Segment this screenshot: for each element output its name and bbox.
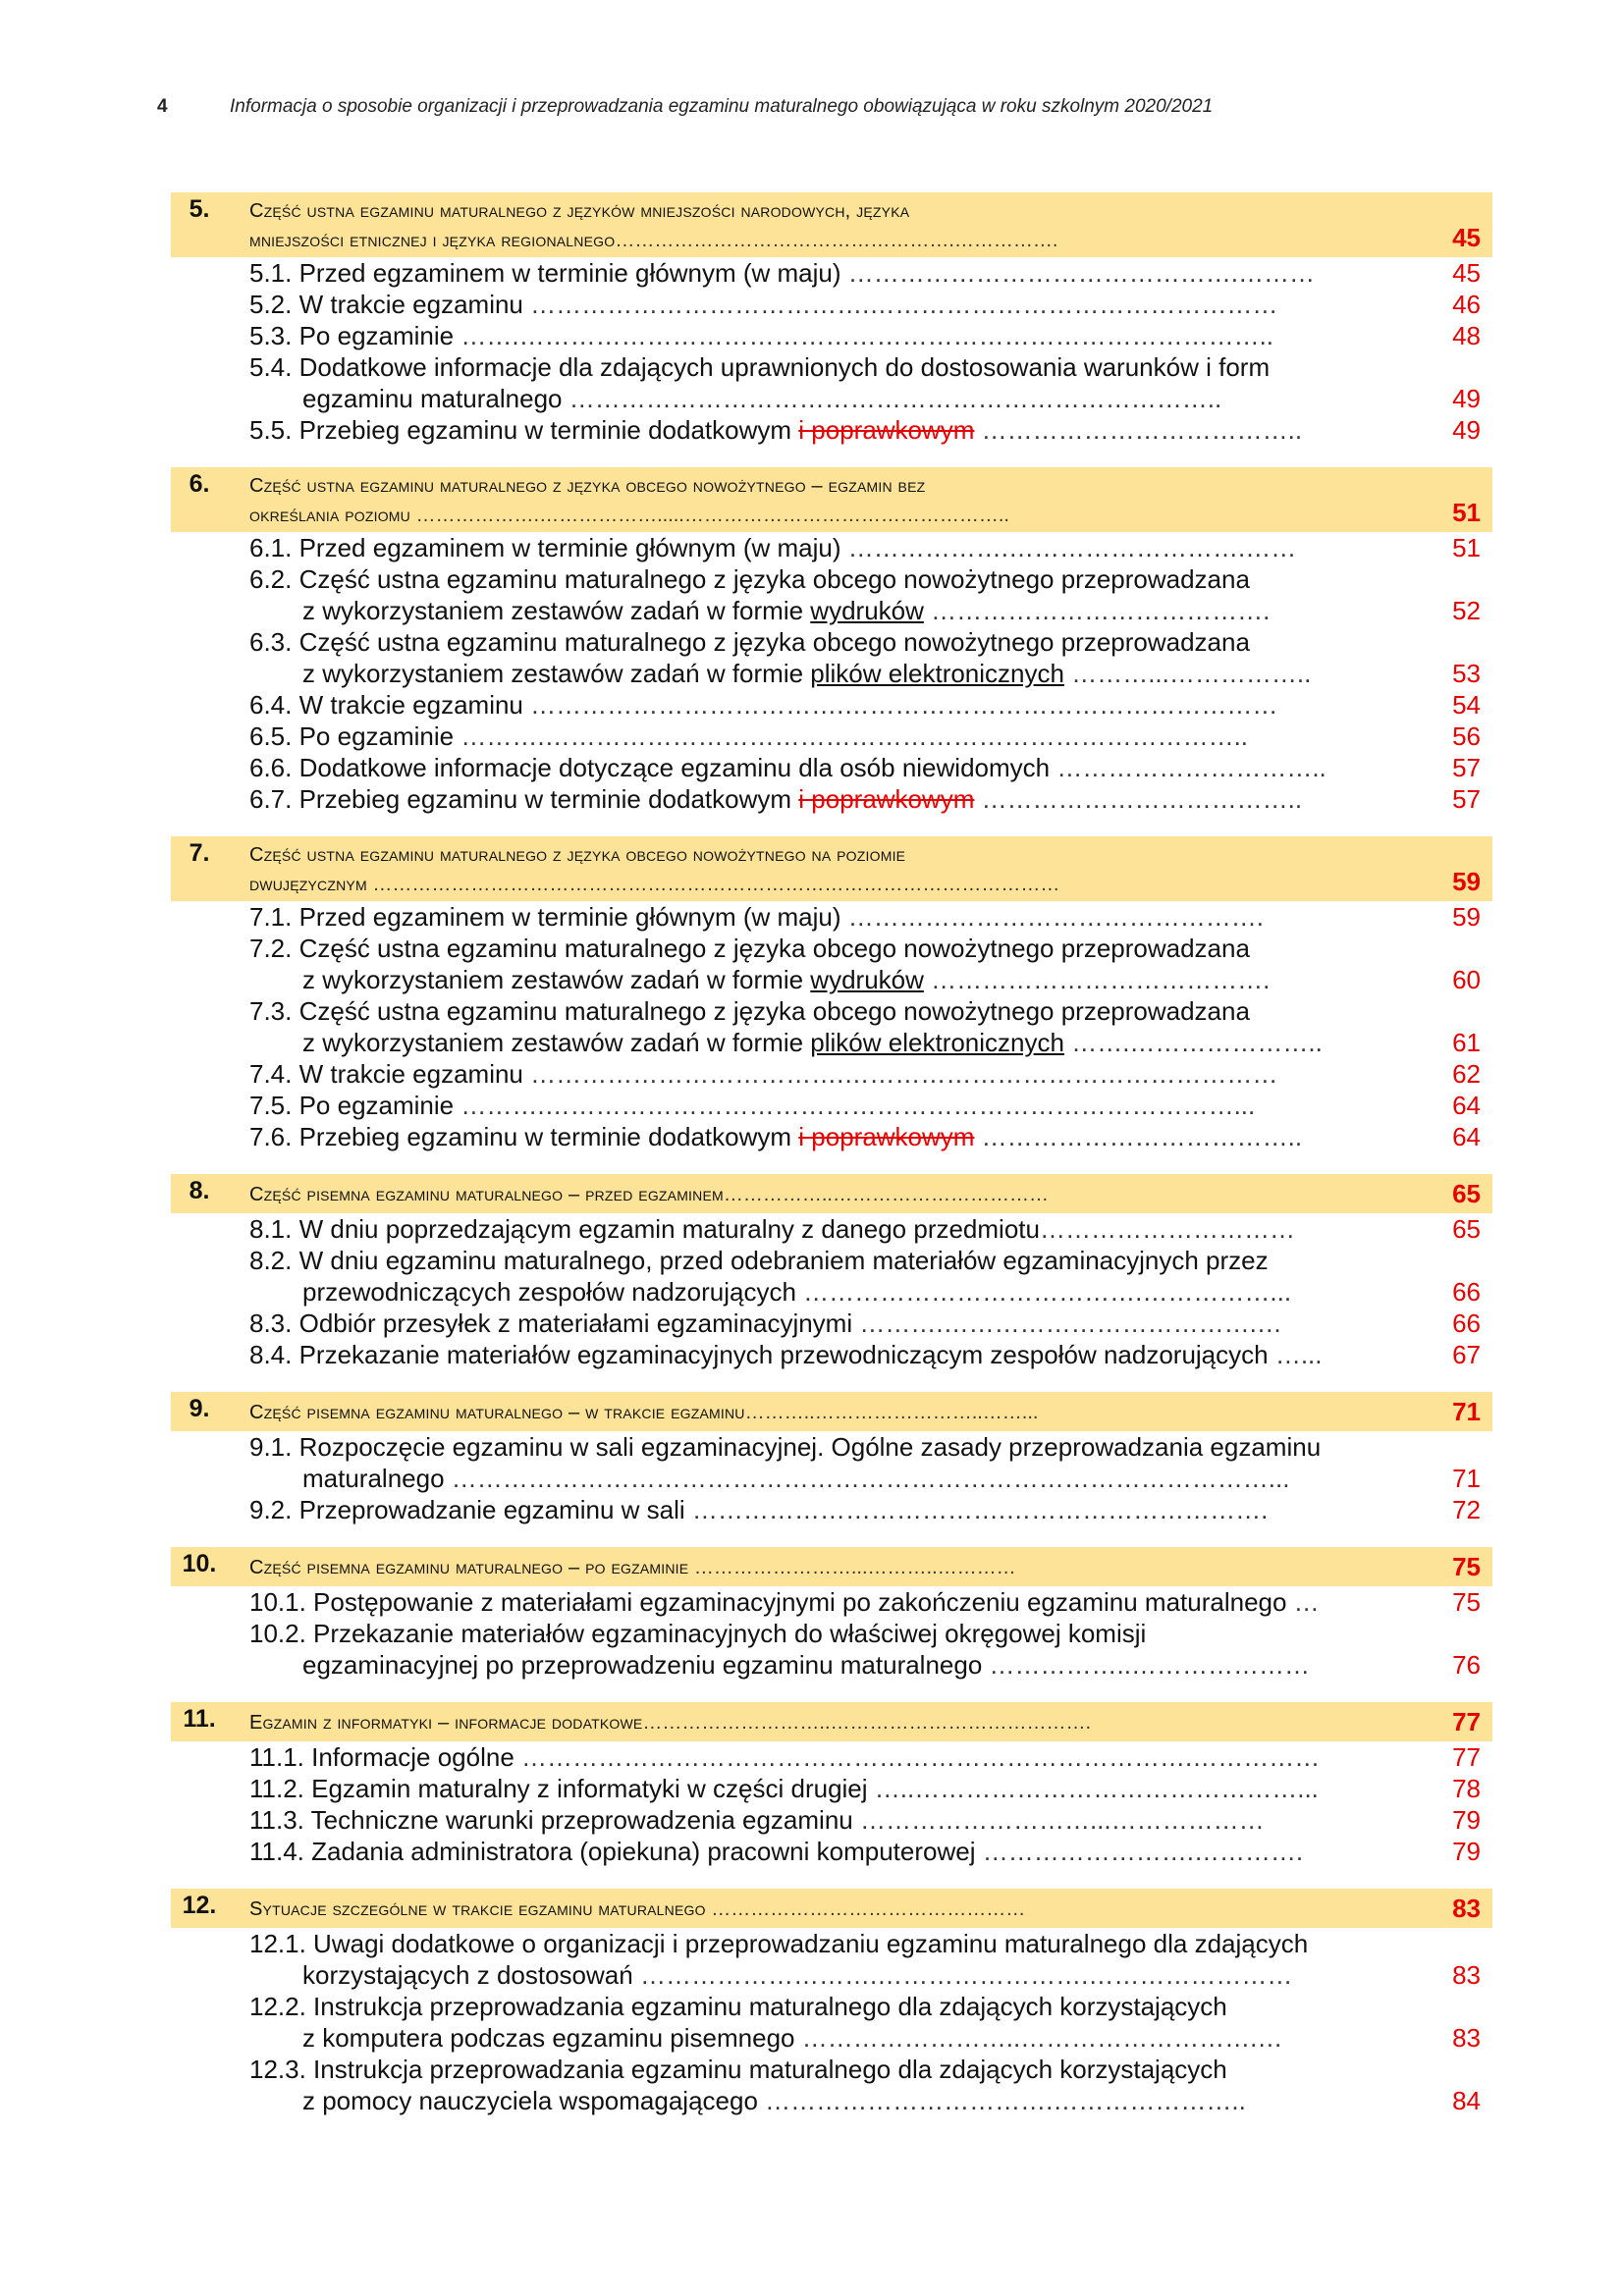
leader-dots: ……………….……………….....………………………………………….. xyxy=(409,505,1009,526)
underlined-text: wydruków xyxy=(810,965,924,994)
leader-dots: ……………………………………….……… xyxy=(840,258,1315,288)
section-page-number: 51 xyxy=(1452,498,1481,527)
leader-dots: ……….………………………………………………………………………... xyxy=(454,1091,1256,1120)
toc-entry[interactable] xyxy=(171,1058,1492,1090)
toc-section xyxy=(171,1702,1492,1867)
section-number: 7. xyxy=(189,839,210,867)
toc-entry[interactable] xyxy=(171,783,1492,815)
entry-page-number: 84 xyxy=(1452,2086,1481,2115)
entry-page-number: 72 xyxy=(1452,1495,1481,1524)
leader-dots: ………………………….. xyxy=(1050,753,1326,782)
toc-entry[interactable] xyxy=(171,289,1492,320)
leader-dots: ……………………………….. xyxy=(974,1122,1303,1151)
entry-page-number: 77 xyxy=(1452,1742,1481,1772)
entry-page-number: 79 xyxy=(1452,1805,1481,1835)
entry-page-number: 57 xyxy=(1452,784,1481,814)
entry-title-continued: egzaminacyjnej po przeprowadzeniu egzaminu maturalnego xyxy=(302,1650,983,1680)
leader-dots: ………………………...……………… xyxy=(852,1805,1265,1835)
section-title: Część ustna egzaminu maturalnego z języków mniejszości narodowych, języka xyxy=(249,200,910,222)
leader-dots: …………………………………. xyxy=(923,596,1271,625)
section-heading[interactable] xyxy=(171,1889,1492,1928)
leader-dots: ………………………..…………………………………. xyxy=(642,1712,1092,1734)
leader-dots: …………………….…………. xyxy=(975,1837,1304,1866)
entry-page-number: 46 xyxy=(1452,290,1481,319)
entry-page-number: 53 xyxy=(1452,659,1481,688)
section-page-number: 83 xyxy=(1452,1894,1481,1923)
toc-entry[interactable] xyxy=(171,1494,1492,1525)
section-number: 6. xyxy=(189,470,210,498)
entry-title: 6.6. Dodatkowe informacje dotyczące egzaminu dla osób niewidomych xyxy=(249,753,1051,782)
section-title: Egzamin z informatyki – informacje dodatkowe xyxy=(249,1712,643,1734)
leader-dots: ……………..………………… xyxy=(982,1650,1310,1680)
section-number: 11. xyxy=(183,1705,216,1733)
section-number: 9. xyxy=(189,1395,210,1422)
section-heading[interactable] xyxy=(171,1392,1492,1431)
section-heading[interactable] xyxy=(171,836,1492,901)
struck-text: i poprawkowym xyxy=(798,415,975,445)
entry-page-number: 66 xyxy=(1452,1277,1481,1307)
entry-title: 6.7. Przebieg egzaminu w terminie dodatkowym xyxy=(249,784,799,814)
entry-page-number: 83 xyxy=(1452,2023,1481,2053)
leader-dots: ……………………….…………………….…………………… xyxy=(632,1960,1293,1990)
entry-title: 9.2. Przeprowadzanie egzaminu w sali xyxy=(249,1495,685,1524)
entry-page-number: 78 xyxy=(1452,1774,1481,1803)
toc-entry[interactable] xyxy=(171,1804,1492,1836)
leader-dots: ……………………………….. xyxy=(974,415,1303,445)
toc-section xyxy=(171,192,1492,446)
leader-dots: ……………………………….…………………………………………… xyxy=(522,1059,1278,1089)
section-page-number: 45 xyxy=(1452,223,1481,252)
leader-dots: …..………………………………………... xyxy=(867,1774,1319,1803)
entry-title: 9.1. Rozpoczęcie egzaminu w sali egzaminacyjnej. Ogólne zasady przeprowadzania egzaminu xyxy=(249,1432,1322,1462)
entry-page-number: 59 xyxy=(1452,902,1481,932)
entry-title: 6.3. Część ustna egzaminu maturalnego z języka obcego nowożytnego przeprowadzana xyxy=(249,627,1250,657)
underlined-text: plików elektronicznych xyxy=(810,1028,1064,1057)
leader-dots: … xyxy=(1286,1587,1320,1617)
entry-page-number: 75 xyxy=(1452,1587,1481,1617)
entry-page-number: 51 xyxy=(1452,533,1481,562)
entry-page-number: 57 xyxy=(1452,753,1481,782)
entry-title: 6.5. Po egzaminie xyxy=(249,721,455,751)
section-heading[interactable] xyxy=(171,192,1492,257)
entry-title: 11.4. Zadania administratora (opiekuna) pracowni komputerowej xyxy=(249,1837,976,1866)
section-number: 10. xyxy=(182,1550,217,1577)
section-title-continued: mniejszości etnicznej i języka regionalnego xyxy=(249,230,616,251)
entry-title: 6.1. Przed egzaminem w terminie głównym (w maju) xyxy=(249,533,841,562)
toc-entry[interactable] xyxy=(171,721,1492,752)
entry-page-number: 64 xyxy=(1452,1122,1481,1151)
toc-entry[interactable] xyxy=(171,563,1492,626)
entry-title: 7.2. Część ustna egzaminu maturalnego z języka obcego nowożytnego przeprowadzana xyxy=(249,934,1250,963)
entry-title: 6.2. Część ustna egzaminu maturalnego z języka obcego nowożytnego przeprowadzana xyxy=(249,564,1250,594)
section-number: 12. xyxy=(182,1892,217,1919)
toc-section xyxy=(171,836,1492,1152)
entry-page-number: 54 xyxy=(1452,690,1481,720)
entry-title: 11.1. Informacje ogólne xyxy=(249,1742,514,1772)
toc-entry[interactable] xyxy=(171,532,1492,563)
entry-title: 7.5. Po egzaminie xyxy=(249,1091,455,1120)
entry-page-number: 52 xyxy=(1452,596,1481,625)
toc-entry[interactable] xyxy=(171,1339,1492,1370)
entry-page-number: 62 xyxy=(1452,1059,1481,1089)
section-title: Część ustna egzaminu maturalnego z języka obcego nowożytnego – egzamin bez xyxy=(249,475,926,497)
toc-entry[interactable] xyxy=(171,320,1492,351)
leader-dots: …….………………….. xyxy=(1063,1028,1323,1057)
entry-page-number: 67 xyxy=(1452,1340,1481,1369)
entry-title-continued: maturalnego xyxy=(302,1464,445,1493)
toc-entry[interactable] xyxy=(171,351,1492,414)
struck-text: i poprawkowym xyxy=(798,784,975,814)
toc-entry[interactable] xyxy=(171,1836,1492,1867)
leader-dots: ………..……………………..……... xyxy=(744,1402,1039,1423)
leader-dots: ………………………………….………………………………………… xyxy=(522,290,1278,319)
section-page-number: 59 xyxy=(1452,867,1481,896)
section-page-number: 77 xyxy=(1452,1707,1481,1736)
entry-title: 8.1. W dniu poprzedzającym egzamin maturalny z danego przedmiotu xyxy=(249,1214,1040,1244)
entry-page-number: 83 xyxy=(1452,1960,1481,1990)
toc-section xyxy=(171,467,1492,815)
section-title: Część pisemna egzaminu maturalnego – przed egzaminem xyxy=(249,1184,724,1205)
entry-page-number: 45 xyxy=(1452,258,1481,288)
toc-entry[interactable] xyxy=(171,1991,1492,2054)
section-title-continued: określania poziomu xyxy=(249,505,410,526)
entry-page-number: 66 xyxy=(1452,1308,1481,1338)
leader-dots: ……………….……………………….…… xyxy=(840,533,1297,562)
leader-dots: ……………………..……………………….… xyxy=(794,2023,1283,2053)
section-page-number: 65 xyxy=(1452,1179,1481,1208)
toc-entry[interactable] xyxy=(171,1431,1492,1494)
entry-title: 5.1. Przed egzaminem w terminie głównym (w maju) xyxy=(249,258,841,288)
section-number: 5. xyxy=(189,195,210,223)
toc-entry[interactable] xyxy=(171,1090,1492,1121)
toc-entry[interactable] xyxy=(171,1928,1492,1991)
leader-dots: …………………………………………………………………………………………… xyxy=(366,874,1060,895)
leader-dots: ………………………… xyxy=(1039,1214,1295,1244)
leader-dots: ………………………………………………………………….. xyxy=(562,384,1222,413)
table-of-contents xyxy=(171,192,1492,2138)
toc-entry[interactable] xyxy=(171,257,1492,289)
leader-dots: …………………………………. xyxy=(923,965,1271,994)
entry-title: 8.3. Odbiór przesyłek z materiałami egzaminacyjnymi xyxy=(249,1308,853,1338)
leader-dots: ………...…………….. xyxy=(1063,659,1312,688)
toc-entry[interactable] xyxy=(171,752,1492,783)
entry-title: 8.2. W dniu egzaminu maturalnego, przed odebraniem materiałów egzaminacyjnych przez xyxy=(249,1246,1269,1275)
section-heading[interactable] xyxy=(171,1702,1492,1741)
entry-page-number: 61 xyxy=(1452,1028,1481,1057)
entry-title: 7.4. W trakcie egzaminu xyxy=(249,1059,523,1089)
entry-page-number: 49 xyxy=(1452,384,1481,413)
entry-title: 12.1. Uwagi dodatkowe o organizacji i przeprowadzaniu egzaminu maturalnego dla zdających xyxy=(249,1929,1309,1958)
toc-section xyxy=(171,1392,1492,1525)
header-title: Informacja o sposobie organizacji i przeprowadzania egzaminu maturalnego obowiązująca w roku szkolnym 2020/2021 xyxy=(230,96,1214,117)
leader-dots: …... xyxy=(1268,1340,1323,1369)
toc-entry[interactable] xyxy=(171,1121,1492,1152)
entry-title: 7.3. Część ustna egzaminu maturalnego z języka obcego nowożytnego przeprowadzana xyxy=(249,996,1250,1026)
toc-entry[interactable] xyxy=(171,995,1492,1058)
leader-dots: ………………………………….……………... xyxy=(795,1277,1292,1307)
entry-title: 10.1. Postępowanie z materiałami egzaminacyjnymi po zakończeniu egzaminu maturalnego xyxy=(249,1587,1287,1617)
toc-entry[interactable] xyxy=(171,2054,1492,2116)
toc-entry[interactable] xyxy=(171,1773,1492,1804)
section-title: Część pisemna egzaminu maturalnego – po egzaminie xyxy=(249,1557,689,1578)
leader-dots: ……………………………….. xyxy=(974,784,1303,814)
entry-page-number: 48 xyxy=(1452,321,1481,350)
entry-title-continued: z wykorzystaniem zestawów zadań w formie xyxy=(302,1028,811,1057)
underlined-text: plików elektronicznych xyxy=(810,659,1064,688)
page-header xyxy=(157,96,1434,118)
entry-page-number: 76 xyxy=(1452,1650,1481,1680)
leader-dots: …………………………………………. xyxy=(840,902,1264,932)
toc-entry[interactable] xyxy=(171,626,1492,689)
entry-page-number: 71 xyxy=(1452,1464,1481,1493)
leader-dots: ……….……………………………………………………………………….. xyxy=(454,721,1249,751)
entry-page-number: 79 xyxy=(1452,1837,1481,1866)
section-heading[interactable] xyxy=(171,1174,1492,1213)
leader-dots: ……………………………….…………………………. xyxy=(684,1495,1269,1524)
leader-dots: ……………………………………………………………………………………... xyxy=(444,1464,1290,1493)
toc-entry[interactable] xyxy=(171,1308,1492,1339)
toc-entry[interactable] xyxy=(171,1213,1492,1245)
entry-page-number: 65 xyxy=(1452,1214,1481,1244)
entry-title: 7.6. Przebieg egzaminu w terminie dodatkowym xyxy=(249,1122,799,1151)
section-number: 8. xyxy=(189,1177,210,1204)
entry-page-number: 60 xyxy=(1452,965,1481,994)
entry-page-number: 49 xyxy=(1452,415,1481,445)
underlined-text: wydruków xyxy=(810,596,924,625)
section-title-continued: dwujęzycznym xyxy=(249,874,367,895)
entry-title-continued: korzystających z dostosowań xyxy=(302,1960,633,1990)
section-heading[interactable] xyxy=(171,467,1492,532)
leader-dots: ……………..…………………………… xyxy=(723,1184,1049,1205)
entry-title-continued: przewodniczących zespołów nadzorujących xyxy=(302,1277,796,1307)
toc-entry[interactable] xyxy=(171,1586,1492,1618)
entry-title: 5.2. W trakcie egzaminu xyxy=(249,290,523,319)
entry-title: 5.4. Dodatkowe informacje dla zdających uprawnionych do dostosowania warunków i form xyxy=(249,352,1271,382)
leader-dots: ………………………………………… xyxy=(705,1898,1026,1920)
leader-dots: …………………………………………….……………. xyxy=(615,230,1058,251)
section-title: Sytuacje szczególne w trakcie egzaminu maturalnego xyxy=(249,1898,706,1920)
toc-entry[interactable] xyxy=(171,901,1492,933)
toc-section xyxy=(171,1547,1492,1681)
entry-title: 7.1. Przed egzaminem w terminie głównym (w maju) xyxy=(249,902,841,932)
entry-title: 12.3. Instrukcja przeprowadzania egzaminu maturalnego dla zdających korzystających xyxy=(249,2055,1227,2084)
toc-section xyxy=(171,1174,1492,1370)
entry-title: 12.2. Instrukcja przeprowadzania egzaminu maturalnego dla zdających korzystających xyxy=(249,1992,1227,2021)
section-page-number: 71 xyxy=(1452,1397,1481,1426)
leader-dots: …………………………….………………….. xyxy=(757,2086,1246,2115)
leader-dots: …………………………………………………………………….…………… xyxy=(514,1742,1321,1772)
entry-page-number: 56 xyxy=(1452,721,1481,751)
toc-entry[interactable] xyxy=(171,689,1492,721)
section-title: Część ustna egzaminu maturalnego z języka obcego nowożytnego na poziomie xyxy=(249,844,906,866)
entry-title: 11.3. Techniczne warunki przeprowadzenia egzaminu xyxy=(249,1805,853,1835)
toc-entry[interactable] xyxy=(171,1245,1492,1308)
leader-dots: ……………………...………..………… xyxy=(688,1557,1016,1578)
entry-title: 5.3. Po egzaminie xyxy=(249,321,455,350)
entry-title-continued: z wykorzystaniem zestawów zadań w formie xyxy=(302,965,811,994)
toc-entry[interactable] xyxy=(171,933,1492,995)
toc-section xyxy=(171,1889,1492,2116)
entry-title-continued: z komputera podczas egzaminu pisemnego xyxy=(302,2023,795,2053)
entry-title: 11.2. Egzamin maturalny z informatyki w części drugiej xyxy=(249,1774,868,1803)
entry-title-continued: egzaminu maturalnego xyxy=(302,384,563,413)
leader-dots: …….…………………………………………………………………………….. xyxy=(454,321,1274,350)
toc-entry[interactable] xyxy=(171,1618,1492,1681)
entry-title: 10.2. Przekazanie materiałów egzaminacyjnych do właściwej okręgowej komisji xyxy=(249,1619,1147,1648)
entry-title-continued: z wykorzystaniem zestawów zadań w formie xyxy=(302,596,811,625)
toc-entry[interactable] xyxy=(171,1741,1492,1773)
section-heading[interactable] xyxy=(171,1547,1492,1586)
page-number: 4 xyxy=(157,96,168,117)
section-title: Część pisemna egzaminu maturalnego – w trakcie egzaminu xyxy=(249,1402,745,1423)
leader-dots: ……….……………………………….… xyxy=(852,1308,1282,1338)
entry-title: 8.4. Przekazanie materiałów egzaminacyjnych przewodniczącym zespołów nadzorujących xyxy=(249,1340,1269,1369)
entry-title: 6.4. W trakcie egzaminu xyxy=(249,690,523,720)
toc-entry[interactable] xyxy=(171,414,1492,446)
entry-title-continued: z pomocy nauczyciela wspomagającego xyxy=(302,2086,758,2115)
leader-dots: ……………………………….…………………………………………… xyxy=(522,690,1278,720)
entry-page-number: 64 xyxy=(1452,1091,1481,1120)
entry-title: 5.5. Przebieg egzaminu w terminie dodatkowym xyxy=(249,415,799,445)
entry-title-continued: z wykorzystaniem zestawów zadań w formie xyxy=(302,659,811,688)
section-page-number: 75 xyxy=(1452,1552,1481,1581)
struck-text: i poprawkowym xyxy=(798,1122,975,1151)
